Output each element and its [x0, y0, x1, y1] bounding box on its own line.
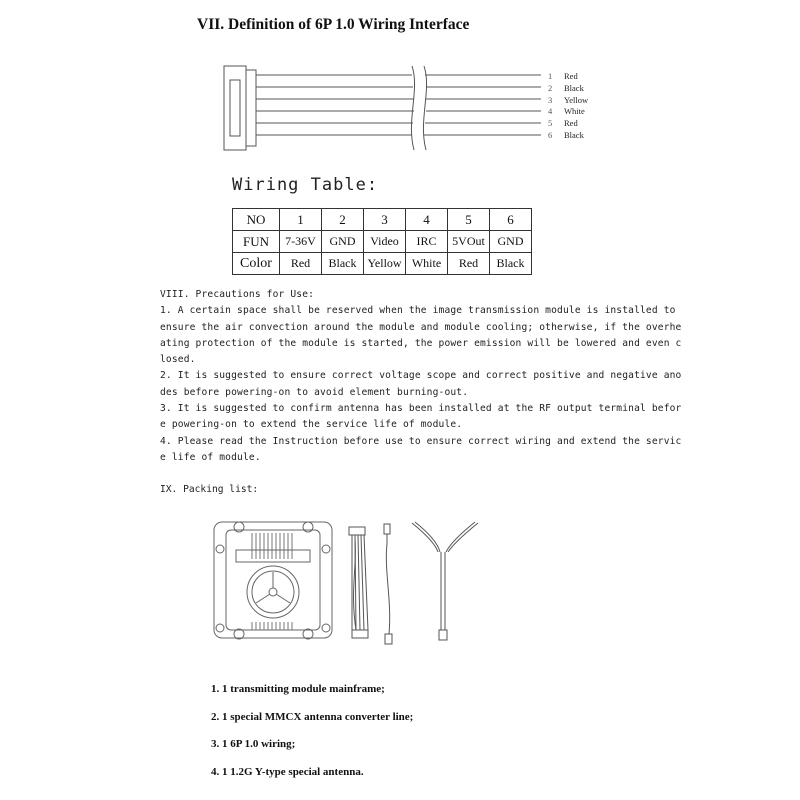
- table-cell: 4: [406, 209, 448, 231]
- precaution-text-line: ensure the air convection around the module and module cooling; otherwise, if the overhe: [160, 321, 682, 333]
- table-row-label: Color: [233, 253, 280, 275]
- table-cell: Video: [364, 231, 406, 253]
- table-row-label: FUN: [233, 231, 280, 253]
- table-cell: Red: [448, 253, 490, 275]
- table-cell: 2: [322, 209, 364, 231]
- table-cell: White: [406, 253, 448, 275]
- wire-label-3: 3 Yellow: [548, 95, 589, 105]
- precaution-text-line: 2. It is suggested to ensure correct voltage scope and correct positive and negative ano: [160, 370, 682, 382]
- list-item: 1. 1 transmitting module mainframe;: [211, 683, 385, 695]
- table-cell: 1: [280, 209, 322, 231]
- table-cell: 5: [448, 209, 490, 231]
- wiring-table-title: Wiring Table:: [232, 175, 379, 195]
- table-cell: Red: [280, 253, 322, 275]
- 6p-wiring-drawing: [349, 527, 368, 638]
- table-cell: Yellow: [364, 253, 406, 275]
- mmcx-converter-line-drawing: [384, 524, 392, 644]
- precautions-heading: VIII. Precautions for Use:: [160, 289, 315, 300]
- packing-list: [211, 683, 413, 793]
- wire-label-1: 1 Red: [548, 71, 578, 81]
- precaution-text-line: 4. Please read the Instruction before use to ensure correct wiring and extend the servic: [160, 435, 682, 447]
- transmitter-module-drawing: [214, 522, 332, 639]
- precaution-text-line: e powering-on to extend the service life of module.: [160, 419, 463, 431]
- precaution-text-line: e life of module.: [160, 451, 261, 463]
- wire-label-2: 2 Black: [548, 83, 584, 93]
- table-cell: GND: [322, 231, 364, 253]
- list-item: 3. 1 6P 1.0 wiring;: [211, 738, 296, 750]
- table-cell: 6: [490, 209, 532, 231]
- table-cell: 3: [364, 209, 406, 231]
- y-antenna-drawing: [412, 522, 478, 640]
- precaution-text-line: 3. It is suggested to confirm antenna has been installed at the RF output terminal befor: [160, 403, 682, 415]
- table-cell: IRC: [406, 231, 448, 253]
- table-cell: 7-36V: [280, 231, 322, 253]
- section-title-wiring-interface: VII. Definition of 6P 1.0 Wiring Interface: [197, 16, 470, 33]
- list-item: 4. 1 1.2G Y-type special antenna.: [211, 765, 364, 778]
- precaution-text-line: ating protection of the module is started, the power emission will be lowered and even c: [160, 337, 682, 349]
- wire-label-4: 4 White: [548, 106, 585, 116]
- wire-label-5: 5 Red: [548, 118, 578, 128]
- table-cell: Black: [490, 253, 532, 275]
- table-cell: Black: [322, 253, 364, 275]
- table-cell: GND: [490, 231, 532, 253]
- wire-label-6: 6 Black: [548, 130, 584, 140]
- table-cell: 5VOut: [448, 231, 490, 253]
- precaution-text-line: 1. A certain space shall be reserved when the image transmission module is installed to: [160, 305, 676, 317]
- precaution-text-line: losed.: [160, 354, 196, 366]
- packing-list-heading: IX. Packing list:: [160, 484, 259, 495]
- precaution-text-line: des before powering-on to avoid element burning-out.: [160, 386, 469, 398]
- list-item: 2. 1 special MMCX antenna converter line;: [211, 710, 414, 723]
- table-row-label: NO: [233, 209, 280, 231]
